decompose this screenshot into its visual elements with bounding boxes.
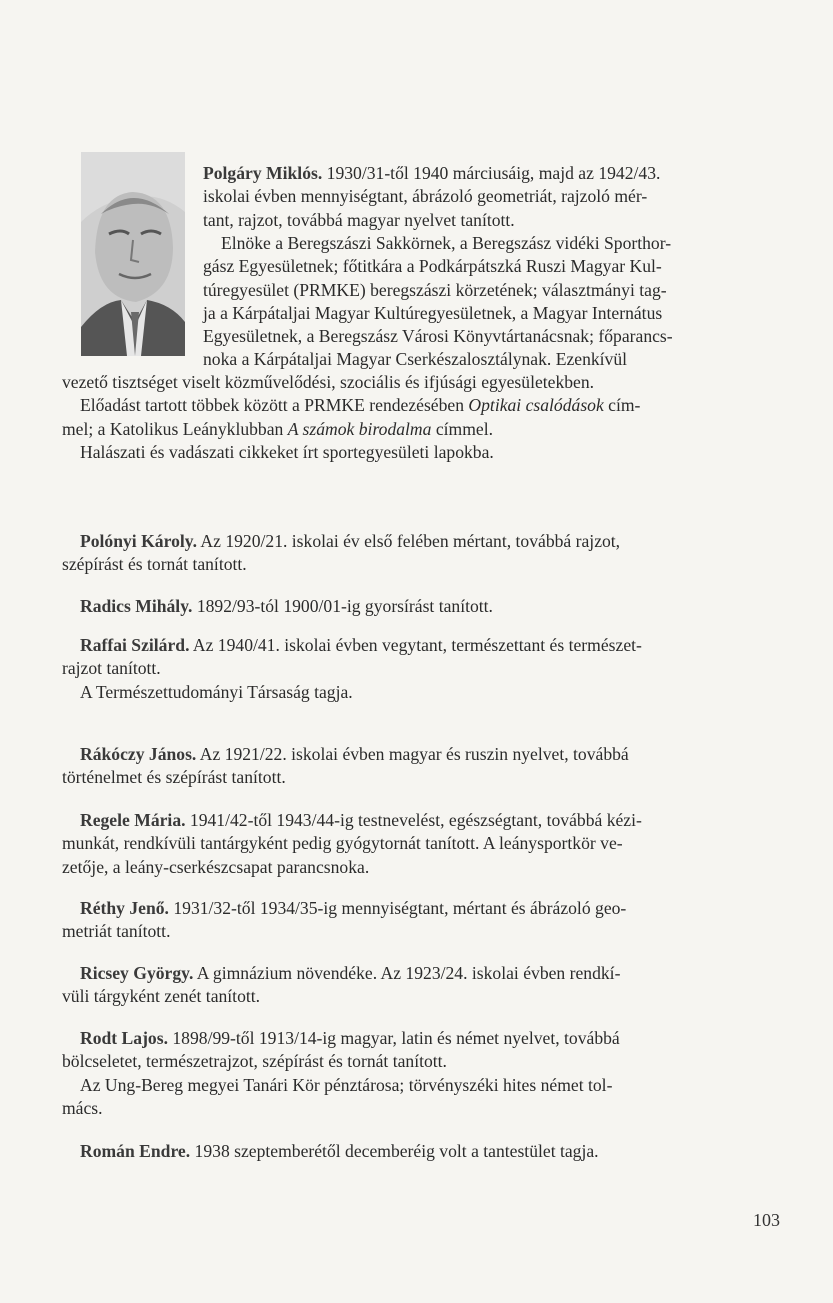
entry-text: 1931/32-től 1934/35-ig mennyiségtant, mértant és ábrázoló geo- — [168, 898, 627, 918]
entry-text: vezető tisztséget viselt közművelődési, szociális és ifjúsági egyesületekben. — [62, 372, 595, 392]
portrait-image — [81, 152, 185, 356]
entry-text: rajzot tanított. — [62, 658, 161, 679]
entry-polgary-more — [62, 371, 777, 464]
entry-text: zetője, a leány-cserkészcsapat parancsnoka. — [62, 856, 370, 877]
entry-polgary-roles — [203, 232, 777, 372]
entry-text: bölcseletet, természetrajzot, szépírást és tornát tanított. — [62, 1051, 447, 1072]
entry-text: Előadást tartott többek között a PRMKE rendezésében — [80, 395, 469, 416]
entry-regele — [62, 809, 777, 879]
entry-text: 1892/93-tól 1900/01-ig gyorsírást tanított. — [192, 596, 493, 616]
entry-text: túregyesület (PRMKE) beregszászi körzetének; választmányi tag- — [203, 279, 667, 300]
entry-text: történelmet és szépírást tanított. — [62, 767, 286, 788]
page-number: 103 — [753, 1210, 780, 1230]
entry-text: gász Egyesületnek; főtitkára a Podkárpátszká Ruszi Magyar Kul- — [203, 256, 662, 277]
person-name: Ricsey György. — [80, 963, 194, 983]
person-name: Román Endre. — [80, 1141, 191, 1161]
entry-text: A gimnázium növendéke. Az 1923/24. iskolai évben rendkí- — [193, 963, 621, 983]
person-name: Raffai Szilárd. — [80, 635, 190, 655]
person-name: Réthy Jenő. — [80, 898, 169, 918]
person-name: Rákóczy János. — [80, 744, 197, 764]
entry-text: Elnöke a Beregszászi Sakkörnek, a Beregszász vidéki Sporthor- — [221, 233, 672, 253]
entry-text: mel; a Katolikus Leányklubban — [62, 418, 288, 439]
person-name: Regele Mária. — [80, 810, 186, 830]
entry-text: ja a Kárpátaljai Magyar Kultúregyesületnek, a Magyar Internátus — [203, 302, 663, 323]
entry-text: mács. — [62, 1097, 103, 1118]
portrait-photo — [81, 152, 185, 356]
entry-text: Az 1920/21. iskolai év első felében mértant, továbbá rajzot, — [196, 531, 621, 551]
entry-text: Az 1940/41. iskolai évben vegytant, természettant és természet- — [189, 635, 642, 655]
italic-title: Optikai csalódások — [468, 395, 604, 416]
entry-polgary-intro — [203, 162, 777, 232]
entry-text: 1941/42-től 1943/44-ig testnevelést, egészségtant, továbbá kézi- — [185, 810, 642, 830]
entry-rakoczy — [62, 743, 777, 790]
italic-title: A számok birodalma — [287, 418, 432, 439]
person-name: Rodt Lajos. — [80, 1028, 168, 1048]
entry-text: Halászati és vadászati cikkeket írt sportegyesületi lapokba. — [80, 441, 494, 462]
entry-raffai — [62, 634, 777, 704]
entry-text: címmel. — [431, 418, 493, 439]
entry-text: 1898/99-től 1913/14-ig magyar, latin és német nyelvet, továbbá — [167, 1028, 620, 1048]
entry-text: tant, rajzot, továbbá magyar nyelvet tanított. — [203, 209, 515, 230]
entry-rodt — [62, 1027, 777, 1120]
entry-text: vüli tárgyként zenét tanított. — [62, 986, 261, 1007]
entry-text: Egyesületnek, a Beregszász Városi Könyvtártanácsnak; főparancs- — [203, 326, 673, 347]
person-name: Polgáry Miklós. — [203, 163, 323, 183]
entry-text: 1938 szeptemberétől decemberéig volt a tantestület tagja. — [190, 1141, 599, 1161]
entry-polonyi — [62, 530, 777, 577]
entry-text: cím- — [603, 395, 641, 416]
entry-text: Az Ung-Bereg megyei Tanári Kör pénztárosa; törvényszéki hites német tol- — [80, 1074, 613, 1095]
person-name: Radics Mihály. — [80, 596, 193, 616]
entry-text: szépírást és tornát tanított. — [62, 554, 247, 575]
entry-text: A Természettudományi Társaság tagja. — [80, 681, 353, 702]
entry-text: iskolai évben mennyiségtant, ábrázoló geometriát, rajzoló mér- — [203, 186, 648, 207]
entry-text: metriát tanított. — [62, 921, 171, 942]
entry-text: munkát, rendkívüli tantárgyként pedig gyógytornát tanított. A leánysportkör ve- — [62, 833, 623, 854]
entry-radics — [62, 595, 777, 618]
entry-roman — [62, 1140, 777, 1163]
entry-text: noka a Kárpátaljai Magyar Cserkészalosztálynak. Ezenkívül — [203, 349, 628, 370]
entry-ricsey — [62, 962, 777, 1009]
entry-text: Az 1921/22. iskolai évben magyar és ruszin nyelvet, továbbá — [196, 744, 629, 764]
person-name: Polónyi Károly. — [80, 531, 197, 551]
entry-rethy — [62, 897, 777, 944]
entry-text: 1930/31-től 1940 márciusáig, majd az 1942/43. — [326, 163, 661, 183]
